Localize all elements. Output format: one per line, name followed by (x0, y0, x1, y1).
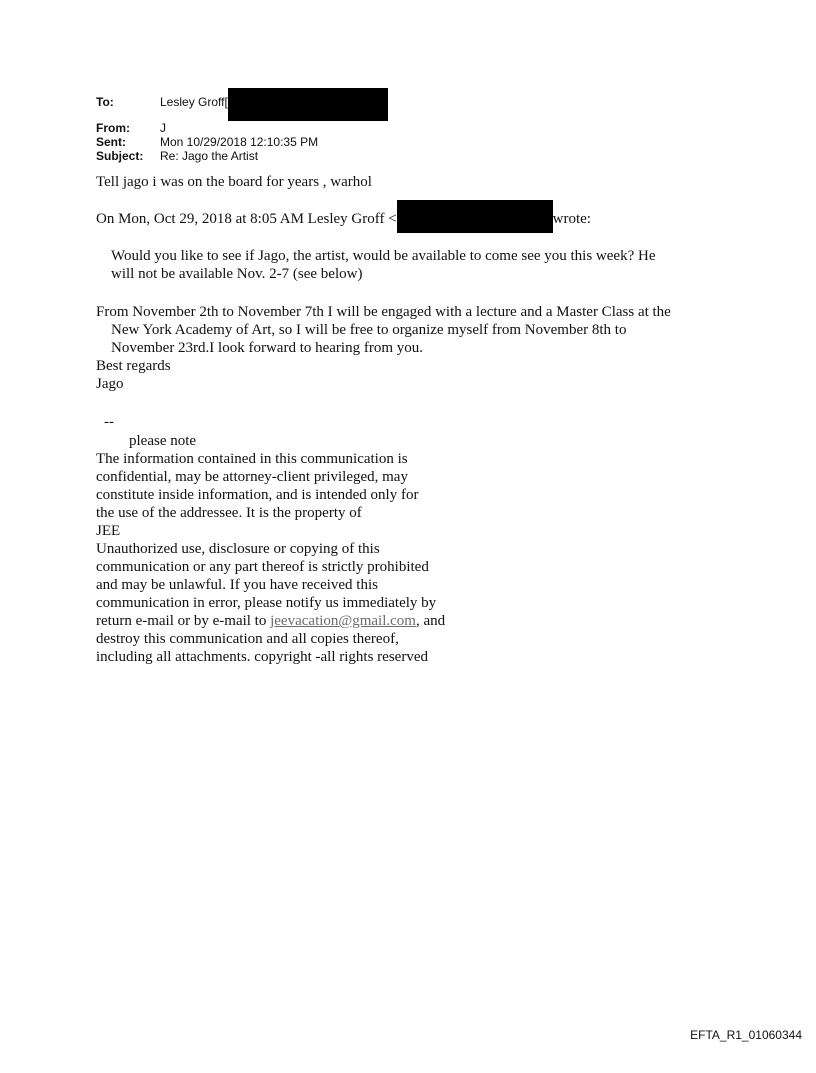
disclaimer-line: The information contained in this communication is (96, 451, 408, 467)
reply-text: Tell jago i was on the board for years , warhol (96, 174, 372, 190)
quoted-line: Would you like to see if Jago, the artist, would be available to come see you this week? He (111, 248, 656, 264)
redaction-bar (228, 88, 388, 121)
disclaimer-line: the use of the addressee. It is the property of (96, 505, 362, 521)
quoted-line: will not be available Nov. 2-7 (see below) (111, 266, 363, 282)
to-label: To: (96, 95, 114, 109)
email-prefix: return e-mail or by e-mail to (96, 613, 271, 629)
subject-value: Re: Jago the Artist (160, 149, 259, 163)
disclaimer-line (96, 612, 445, 630)
email-suffix: , and (415, 613, 446, 629)
quoted-message (111, 247, 655, 283)
sent-value: Mon 10/29/2018 12:10:35 PM (160, 135, 319, 149)
jago-line: New York Academy of Art, so I will be free to organize myself from November 8th to (111, 322, 627, 338)
jago-line: From November 2th to November 7th I will be engaged with a lecture and a Master Class at the (96, 304, 671, 320)
disclaimer-line: destroy this communication and all copies thereof, (96, 631, 399, 647)
quote-intro-before: On Mon, Oct 29, 2018 at 8:05 AM Lesley Groff < (96, 211, 397, 227)
disclaimer-line: constitute inside information, and is intended only for (96, 487, 419, 503)
disclaimer-line: communication in error, please notify us immediately by (96, 595, 437, 611)
signature-dashes: -- (104, 414, 114, 430)
to-value: Lesley Groff[ (160, 95, 228, 109)
disclaimer-line: communication or any part thereof is strictly prohibited (96, 559, 429, 575)
disclaimer-line: Unauthorized use, disclosure or copying of this (96, 541, 380, 557)
disclaimer-line: confidential, may be attorney-client privileged, may (96, 469, 408, 485)
document-id: EFTA_R1_01060344 (690, 1028, 802, 1042)
email-header (96, 95, 388, 163)
subject-row (96, 149, 388, 163)
from-label: From: (96, 121, 130, 135)
quote-intro (96, 210, 591, 233)
jago-message (96, 303, 671, 393)
disclaimer (96, 450, 445, 666)
redaction-bar (397, 200, 553, 233)
quote-intro-after: wrote: (552, 211, 591, 227)
email-link[interactable]: jeevacation@gmail.com (270, 613, 416, 629)
subject-label: Subject: (96, 149, 144, 163)
to-row (96, 95, 388, 121)
disclaimer-line: JEE (96, 523, 121, 539)
sent-label: Sent: (96, 135, 126, 149)
from-value: J (160, 121, 166, 135)
sent-row (96, 135, 388, 149)
jago-line: Jago (96, 376, 124, 392)
jago-line: November 23rd.I look forward to hearing from you. (111, 340, 423, 356)
disclaimer-line: and may be unlawful. If you have received this (96, 577, 378, 593)
from-row (96, 121, 388, 135)
jago-line: Best regards (96, 358, 171, 374)
signature-note: please note (129, 433, 197, 449)
disclaimer-line: including all attachments. copyright -all rights reserved (96, 649, 428, 665)
